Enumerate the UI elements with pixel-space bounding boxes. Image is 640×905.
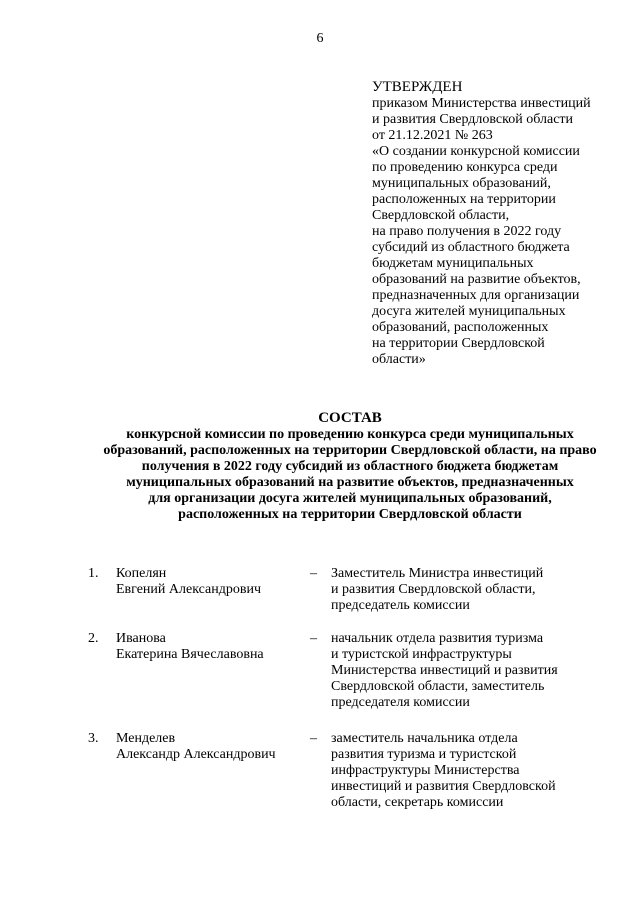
approval-line: досуга жителей муниципальных — [372, 304, 566, 319]
member-role-line: председатель комиссии — [331, 598, 470, 613]
member-role-line: Министерства инвестиций и развития — [331, 663, 558, 678]
page-number: 6 — [316, 31, 324, 46]
member-number: 2. — [88, 631, 99, 646]
member-role-line: заместитель начальника отдела — [331, 731, 518, 746]
approval-line: по проведению конкурса среди — [372, 160, 558, 175]
member-dash: – — [310, 731, 317, 746]
member-role-line: развития туризма и туристской — [331, 747, 517, 762]
approval-block — [372, 78, 622, 368]
composition-subtitle-line: расположенных на территории Свердловской области — [178, 507, 522, 522]
approval-line: и развития Свердловской области — [372, 112, 574, 127]
approval-line: расположенных на территории — [372, 192, 556, 207]
composition-subtitle-line: получения в 2022 году субсидий из областного бюджета бюджетам — [141, 459, 559, 474]
composition-subtitle-line: для организации досуга жителей муниципальных образований, — [148, 491, 552, 506]
approval-line: бюджетам муниципальных — [372, 256, 534, 271]
member-role-line: инфраструктуры Министерства — [331, 763, 520, 778]
composition-subtitle-line: образований, расположенных на территории Свердловской области, на право — [103, 443, 597, 458]
member-role-line: председателя комиссии — [331, 695, 470, 710]
member-role-line: области, секретарь комиссии — [331, 795, 504, 810]
member-role-line: начальник отдела развития туризма — [331, 631, 544, 646]
approval-line: предназначенных для организации — [372, 288, 580, 303]
composition-heading — [60, 410, 640, 523]
approval-heading: УТВЕРЖДЕН — [372, 79, 463, 95]
approval-line: «О создании конкурсной комиссии — [372, 144, 580, 159]
member-role-line: инвестиций и развития Свердловской — [331, 779, 556, 794]
approval-line: области» — [372, 352, 426, 367]
member-dash: – — [310, 631, 317, 646]
member-role — [331, 566, 611, 614]
approval-line: на право получения в 2022 году — [372, 224, 562, 239]
member-name — [116, 566, 261, 598]
composition-title: СОСТАВ — [318, 410, 382, 426]
member-role-line: Заместитель Министра инвестиций — [331, 566, 544, 581]
approval-line: от 21.12.2021 № 263 — [372, 128, 493, 143]
member-number: 3. — [88, 731, 99, 746]
member-dash: – — [310, 566, 317, 581]
approval-line: субсидий из областного бюджета — [372, 240, 570, 255]
composition-subtitle-line: конкурсной комиссии по проведению конкурса среди муниципальных — [126, 427, 574, 442]
member-role — [331, 631, 611, 711]
member-name — [116, 731, 276, 763]
approval-line: на территории Свердловской — [372, 336, 545, 351]
approval-line: образований на развитие объектов, — [372, 272, 581, 287]
approval-line: муниципальных образований, — [372, 176, 551, 191]
composition-subtitle-line: муниципальных образований на развитие объектов, предназначенных — [126, 475, 574, 490]
member-number: 1. — [88, 566, 99, 581]
approval-line: приказом Министерства инвестиций — [372, 96, 591, 111]
member-role — [331, 731, 611, 811]
member-given-names: Екатерина Вячеславовна — [116, 647, 264, 662]
member-given-names: Евгений Александрович — [116, 582, 262, 597]
member-name — [116, 631, 264, 663]
member-role-line: и туристской инфраструктуры — [331, 647, 512, 662]
member-role-line: и развития Свердловской области, — [331, 582, 536, 597]
member-role-line: Свердловской области, заместитель — [331, 679, 545, 694]
approval-line: образований, расположенных — [372, 320, 549, 335]
member-given-names: Александр Александрович — [116, 747, 276, 762]
member-surname: Копелян — [116, 566, 167, 581]
approval-line: Свердловской области, — [372, 208, 510, 223]
member-surname: Менделев — [116, 731, 176, 746]
member-surname: Иванова — [116, 631, 166, 646]
